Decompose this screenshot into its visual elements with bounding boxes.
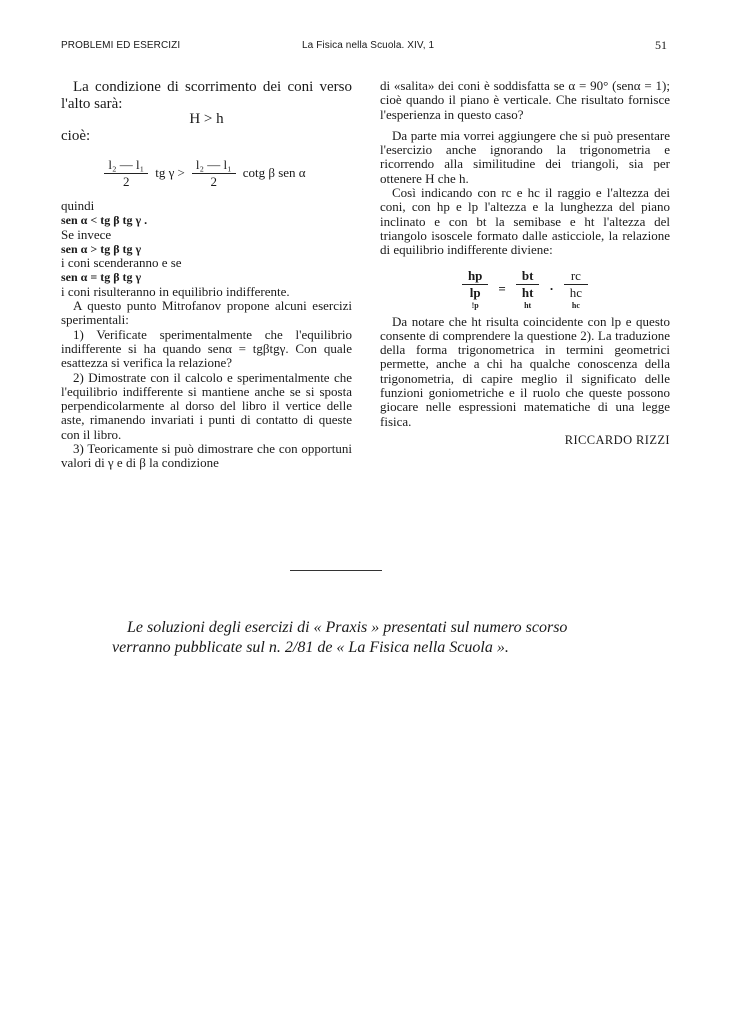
fraction-middle-term: tg γ > (155, 164, 185, 180)
ratio-3-denominator: hc (569, 284, 583, 300)
fraction-left-denominator: 2 (123, 173, 130, 189)
aggiungere-paragraph: Da parte mia vorrei aggiungere che si può presentare l'esercizio anche ignorando la trigonometria e ricorrendo alla similitudine dei triangoli, sia per ottenere H che h. (380, 127, 670, 186)
indicando-paragraph: Così indicando con rc e hc il raggio e l'altezza dei coni, con hp e lp l'altezza e la lunghezza del piano inclinato e con bt la semibase e ht l'altezza del triangolo isoscele formato dalle asticciole, la relazione di equilibrio indifferente diviene: (380, 185, 670, 258)
ratio-1-denominator: lp (469, 284, 481, 300)
fraction-left (104, 157, 148, 190)
equation-equal: sen α = tg β tg γ (61, 270, 142, 285)
ratio-2-numerator: bt (516, 268, 540, 285)
running-header-journal: La Fisica nella Scuola. XIV, 1 (302, 40, 435, 51)
equilibrium-ratio-formula (380, 268, 670, 311)
scenderanno-line: i coni scenderanno e se (61, 255, 182, 271)
equation-greater: sen α > tg β tg γ (61, 241, 142, 256)
left-column (61, 79, 352, 471)
exercise-item-1: 1) Verificate sperimentalmente che l'equilibrio indifferente si ha quando senα = tgβtgγ. Con quale esattezza si verifica la relazione? (61, 326, 352, 371)
cioe-label: cioè: (61, 128, 91, 144)
ratio-2-denominator: ht (521, 284, 534, 300)
page-number: 51 (655, 38, 667, 52)
right-column (380, 79, 670, 447)
fraction-tail-term: cotg β sen α (242, 164, 306, 180)
ratio-2-under: ht (524, 300, 532, 310)
fraction-right (192, 157, 236, 190)
exercise-item-2: 2) Dimostrate con il calcolo e sperimentalmente che l'equilibrio indifferente si mantiene anche se si sposta perpendicolarmente al dorso del libro il vertice delle aste, rimanendo invariati i punti di contatto di queste con il libro. (61, 369, 352, 442)
ratio-1-numerator: hp (462, 268, 488, 285)
exercise-item-3: 3) Teoricamente si può dimostrare che con opportuni valori di γ e di β la condizione (61, 441, 352, 471)
fraction-right-numerator: l₂ — l₁ (192, 157, 236, 174)
fraction-inequality (61, 153, 352, 193)
scorrimento-paragraph: La condizione di scorrimento dei coni verso l'alto sarà: (61, 79, 352, 112)
equals-sign: = (498, 280, 506, 296)
author-signature: RICCARDO RIZZI (564, 432, 670, 447)
salita-paragraph: di «salita» dei coni è soddisfatta se α = 90° (senα = 1); cioè quando il piano è verticale. Che risultato fornisce l'esperienza in questo caso? (380, 78, 670, 122)
ratio-bt-ht (516, 268, 540, 311)
ratio-hp-lp (462, 268, 488, 311)
mitrofanov-paragraph: A questo punto Mitrofanov propone alcuni esercizi sperimentali: (61, 298, 352, 328)
ratio-rc-hc (564, 268, 588, 311)
solutions-note-line-1: Le soluzioni degli esercizi di « Praxis » presentati sul numero scorso (127, 619, 568, 636)
ratio-3-under: hc (571, 300, 580, 310)
fraction-right-denominator: 2 (210, 173, 218, 189)
dot-sign: · (549, 280, 554, 296)
solutions-note (112, 618, 652, 658)
equilibrio-line: i coni risulteranno in equilibrio indifferente. (61, 283, 290, 299)
notare-paragraph: Da notare che ht risulta coincidente con lp e questo consente di comprendere la questione 2). La traduzione della forma trigonometrica in termini geometrici permette, anche a chi ha qualche conoscenza della trigonometria, di capire meglio il significato delle funzioni goniometriche e il ruolo che queste possono giocare nelle espressioni matematiche di una legge fisica. (380, 313, 670, 429)
solutions-note-line-2: verranno pubblicate sul n. 2/81 de « La Fisica nella Scuola ». (112, 639, 509, 656)
equation-less: sen α < tg β tg γ . (61, 213, 148, 228)
section-divider (290, 570, 382, 571)
fraction-left-numerator: l₂ — l₁ (104, 157, 148, 174)
inequality-H-h: H > h (189, 111, 224, 127)
ratio-1-under: !p (471, 300, 479, 310)
ratio-3-numerator: rc (564, 268, 588, 285)
quindi-label: quindi (61, 198, 95, 213)
running-header-section: PROBLEMI ED ESERCIZI (61, 40, 181, 51)
se-invece-label: Se invece (61, 226, 112, 242)
